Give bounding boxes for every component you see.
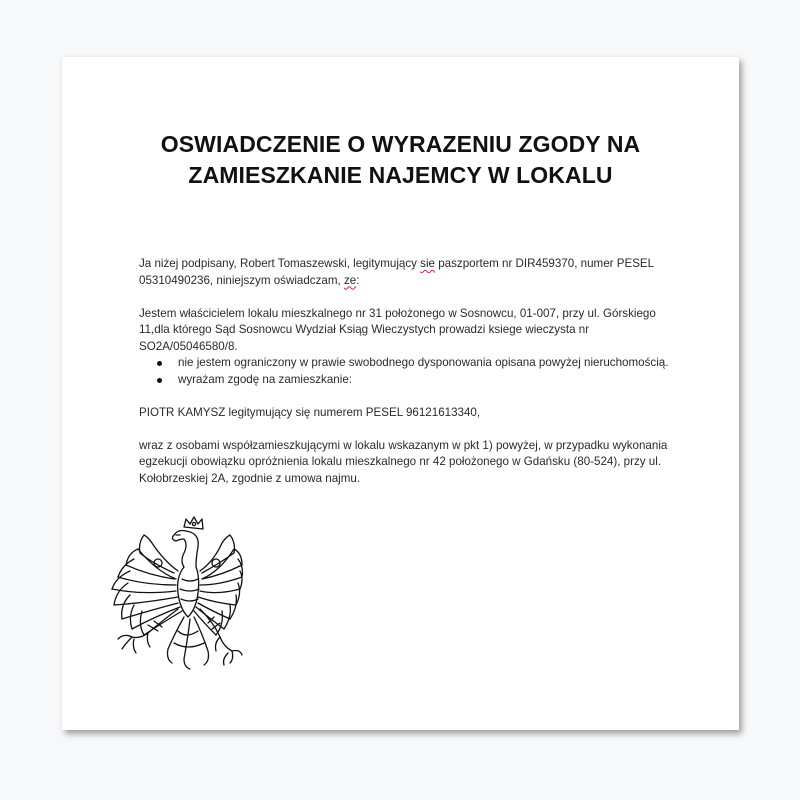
bullet-icon: [157, 378, 162, 383]
title-line-2: ZAMIESZKANIE NAJEMCY W LOKALU: [188, 162, 613, 188]
intro-paragraph: [139, 256, 669, 289]
declaration-list: [139, 355, 669, 388]
document-body: [139, 256, 669, 487]
intro-text-1: Ja niżej podpisany, Robert Tomaszewski, legitymujący: [139, 257, 421, 270]
bullet-icon: [157, 361, 162, 366]
list-item: [178, 372, 669, 389]
document-page: [62, 57, 739, 730]
list-item-text: nie jestem ograniczony w prawie swobodnego dysponowania opisana powyżej nieruchomością.: [178, 356, 669, 369]
intro-text-3: :: [356, 273, 360, 287]
ownership-paragraph: Jestem właścicielem lokalu mieszkalnego nr 31 położonego w Sosnowcu, 01-007, przy ul. Górskiego 11,dla którego Sąd Sosnowcu Wydział Ksiąg Wieczystych prowadzi ksiege wieczysta nr SO2A/05046580/8.: [139, 306, 656, 353]
list-item-text: wyrażam zgodę na zamieszkanie:: [178, 372, 352, 386]
polish-eagle-emblem-icon: [104, 513, 244, 683]
closing-paragraph: wraz z osobami współzamieszkującymi w lokalu wskazanym w pkt 1) powyżej, w przypadku wykonania egzekucji obowiązku opróżnienia lokalu mieszkalnego nr 42 położonego w Gdańsku (80-524), przy ul. Kołobrzeskiej 2A, zgodnie z umowa najmu.: [139, 438, 668, 485]
intro-text-2: paszportem nr DIR459370, numer PESEL 05310490236, niniejszym oświadczam,: [139, 257, 654, 287]
document-title: [62, 129, 739, 191]
title-line-1: OSWIADCZENIE O WYRAZENIU ZGODY NA: [160, 131, 641, 157]
tenant-line: PIOTR KAMYSZ legitymujący się numerem PESEL 96121613340,: [139, 405, 481, 419]
misspelled-word-sie[interactable]: sie: [420, 257, 435, 270]
misspelled-word-ze[interactable]: ze: [343, 273, 357, 287]
list-item: [178, 355, 669, 372]
